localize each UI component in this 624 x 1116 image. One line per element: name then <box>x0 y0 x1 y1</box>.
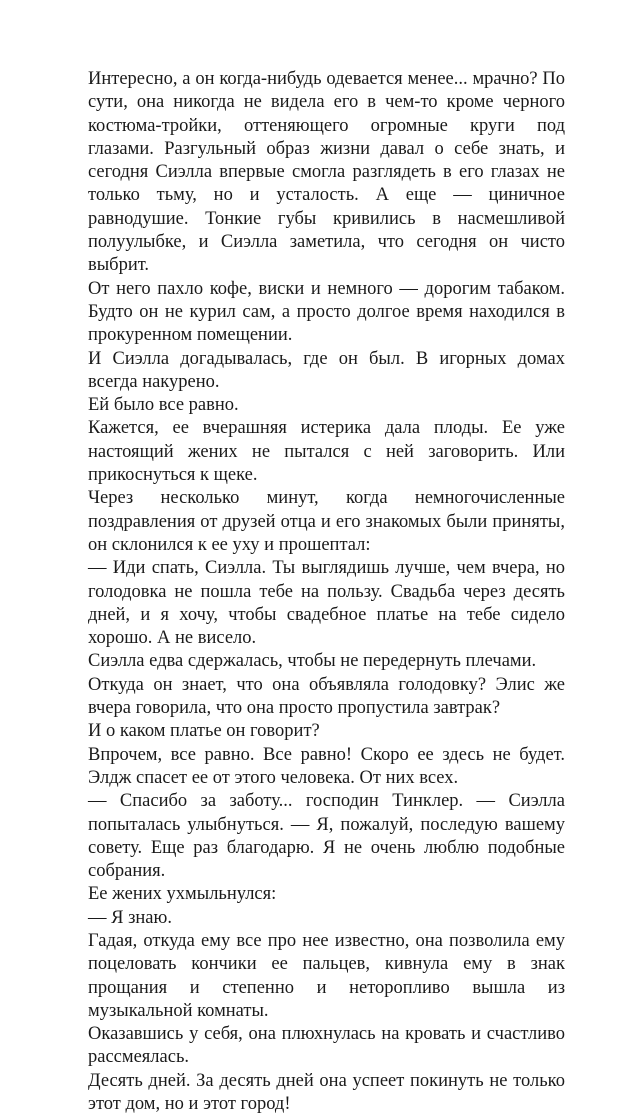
paragraph-15: Гадая, откуда ему все про нее известно, она позволила ему поцеловать кончики ее пальцев, кивнула ему в знак прощания и степенно и неторопливо вышла из музыкальной комнаты. <box>88 930 565 1021</box>
paragraph-11: Впрочем, все равно. Все равно! Скоро ее здесь не будет. Элдж спасет ее от этого человека. От них всех. <box>88 744 565 788</box>
paragraph-13: Ее жених ухмыльнулся: <box>88 884 277 905</box>
paragraph-9: Откуда он знает, что она объявляла голодовку? Элис же вчера говорила, что она просто пропустила завтрак? <box>88 674 565 719</box>
paragraph-1: Интересно, а он когда-нибудь одевается менее... мрачно? По сути, она никогда не видела его в чем-то кроме черного костюма-тройки, оттеняющего огромные круги под глазами. Разгульный образ жизни давал о себе знать, и сегодня Сиэлла впервые смогла разглядеть в его глазах не только тьму, но и усталость. А еще — циничное равнодушие. Тонкие губы кривились в насмешливой полуулыбке, и Сиэлла заметила, что сегодня он чисто выбрит. <box>88 69 565 276</box>
paragraph-10: И о каком платье он говорит? <box>88 721 320 742</box>
paragraph-2: От него пахло кофе, виски и немного — дорогим табаком. Будто он не курил сам, а просто долгое время находился в прокуренном помещении. <box>88 278 565 346</box>
paragraph-16: Оказавшись у себя, она плюхнулась на кровать и счастливо рассмеялась. <box>88 1024 565 1068</box>
paragraph-12: — Спасибо за заботу... господин Тинклер. — Сиэлла попыталась улыбнуться. — Я, пожалуй, последую вашему совету. Еще раз благодарю. Я не очень люблю подобные собрания. <box>88 791 565 882</box>
paragraph-8: Сиэлла едва сдержалась, чтобы не передернуть плечами. <box>88 651 537 672</box>
paragraph-14: — Я знаю. <box>88 907 172 928</box>
paragraph-17: Десять дней. За десять дней она успеет покинуть не только этот дом, но и этот город! <box>88 1070 565 1115</box>
page-body-text <box>88 68 565 1116</box>
paragraph-5: Кажется, ее вчерашняя истерика дала плоды. Ее уже настоящий жених не пытался с ней заговорить. Или прикоснуться к щеке. <box>88 418 565 486</box>
paragraph-3: И Сиэлла догадывалась, где он был. В игорных домах всегда накурено. <box>88 348 565 392</box>
paragraph-4: Ей было все равно. <box>88 395 239 416</box>
paragraph-7: — Иди спать, Сиэлла. Ты выглядишь лучше, чем вчера, но голодовка не пошла тебе на пользу. Свадьба через десять дней, и я хочу, чтобы свадебное платье на тебе сидело хорошо. А не висело. <box>88 558 565 649</box>
paragraph-6: Через несколько минут, когда немногочисленные поздравления от друзей отца и его знакомых были приняты, он склонился к ее уху и прошептал: <box>88 488 565 555</box>
